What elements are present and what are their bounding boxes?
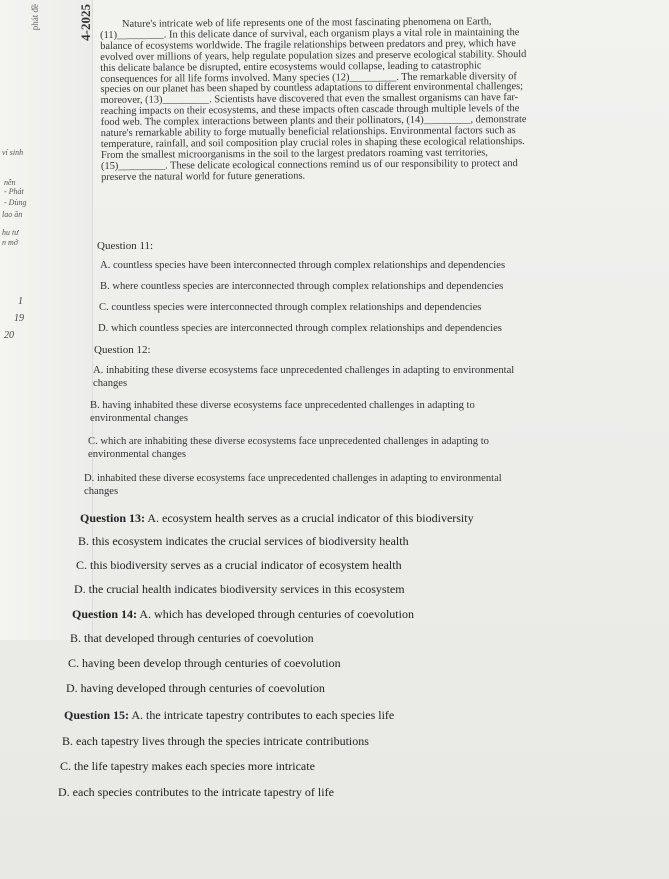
margin-number: 1: [18, 296, 23, 307]
passage-line: (15)_________. These delicate ecological connections remind us of our responsibility to protect and: [100, 157, 518, 172]
question-14-label: Question 14:: [72, 607, 138, 621]
passage-line: nature's remarkable ability to forge mutually beneficial relationships. Environmental factors such as: [100, 125, 516, 140]
q12-option-b-line1: B. having inhabited these diverse ecosystems face unprecedented challenges in adapting to: [90, 400, 475, 411]
q13-option-d[interactable]: D. the crucial health indicates biodiversity services in this ecosystem: [74, 582, 405, 596]
margin-note: n mở: [2, 238, 19, 247]
q12-option-a[interactable]: [93, 364, 603, 390]
q14-option-d[interactable]: D. having developed through centuries of coevolution: [66, 681, 325, 695]
passage-line: Nature's intricate web of life represents one of the most fascinating phenomena on Earth,: [121, 16, 492, 30]
margin-number: 19: [14, 313, 24, 324]
question-12-title: Question 12:: [94, 344, 151, 356]
q12-option-b[interactable]: [90, 399, 600, 425]
q14-option-b[interactable]: B. that developed through centuries of coevolution: [70, 631, 314, 645]
margin-note: - Phát: [4, 187, 24, 196]
passage-line: moreover, (13)_________. Scientists have discovered that even the smallest organisms can have far-: [100, 92, 519, 107]
reading-passage: [100, 17, 585, 184]
q12-option-c-line2: environmental changes: [88, 449, 186, 460]
q14-option-c[interactable]: C. having been develop through centuries of coevolution: [68, 656, 341, 670]
question-15-label: Question 15:: [64, 708, 130, 722]
passage-line: this delicate balance be disrupted, entire ecosystems would collapse, leading to catastrophic: [100, 59, 482, 74]
question-14: [72, 607, 414, 622]
question-13-label: Question 13:: [80, 511, 146, 525]
q12-option-c-line1: C. which are inhabiting these diverse ecosystems face unprecedented challenges in adapting to: [88, 436, 489, 447]
margin-number: 20: [4, 330, 14, 341]
q14-option-a[interactable]: A. which has developed through centuries of coevolution: [139, 607, 414, 621]
q12-option-b-line2: environmental changes: [90, 413, 188, 424]
q12-option-d-line2: changes: [84, 486, 119, 497]
q15-option-b[interactable]: B. each tapestry lives through the species intricate contributions: [62, 734, 369, 748]
q12-option-c[interactable]: [88, 435, 598, 461]
date-label: 4-2025: [78, 4, 93, 41]
q13-option-c[interactable]: C. this biodiversity serves as a crucial indicator of ecosystem health: [76, 558, 402, 572]
passage-line: consequences for all life forms involved. Many species (12)_________. The remarkable diversity of: [100, 70, 517, 85]
question-13: [80, 511, 474, 526]
q13-option-a[interactable]: A. ecosystem health serves as a crucial indicator of this biodiversity: [147, 511, 474, 525]
q15-option-d[interactable]: D. each species contributes to the intricate tapestry of life: [58, 785, 334, 799]
margin-note: ví sinh: [2, 148, 24, 157]
margin-note: - Dùng: [4, 198, 27, 207]
passage-line: food web. The complex interactions between plants and their pollinators, (14)_________, demonstrate: [100, 114, 527, 129]
q12-option-a-line1: A. inhabiting these diverse ecosystems face unprecedented challenges in adapting to environmental: [93, 365, 515, 376]
passage-line: balance of ecosystems worldwide. The fragile relationships between predators and prey, which have: [100, 37, 516, 52]
passage-line: reaching impacts on their ecosystems, and these impacts often cascade through multiple levels of the: [100, 103, 520, 118]
question-11-title: Question 11:: [97, 240, 154, 252]
q13-option-b[interactable]: B. this ecosystem indicates the crucial services of biodiversity health: [78, 534, 409, 548]
q11-option-b[interactable]: B. where countless species are interconnected through complex relationships and dependencies: [100, 281, 504, 292]
q12-option-d[interactable]: [84, 472, 594, 498]
passage-line: species on our planet has been shaped by countless adaptations to different environmental challenges;: [100, 81, 524, 96]
margin-note: nền: [4, 178, 16, 187]
q15-option-a[interactable]: A. the intricate tapestry contributes to each species life: [131, 708, 395, 722]
passage-line: evolved over millions of years, help regulate population sizes and preserve ecological stability. Should: [100, 48, 527, 63]
question-15: [64, 708, 394, 723]
q15-option-c[interactable]: C. the life tapestry makes each species more intricate: [60, 759, 315, 773]
margin-vertical-note: phát đề: [30, 4, 40, 31]
q11-option-c[interactable]: C. countless species were interconnected through complex relationships and dependencies: [99, 302, 482, 313]
passage-line: temperature, rainfall, and soil composition play crucial roles in shaping these ecological relationships.: [100, 136, 525, 150]
passage-line: From the smallest microorganisms in the soil to the largest predators roaming vast territories,: [100, 147, 488, 161]
q12-option-d-line1: D. inhabited these diverse ecosystems face unprecedented challenges in adapting to environmental: [84, 473, 502, 484]
q11-option-a[interactable]: A. countless species have been interconnected through complex relationships and dependencies: [100, 260, 506, 271]
passage-line: preserve the natural world for future generations.: [101, 170, 306, 183]
passage-line: (11)_________. In this delicate dance of survival, each organism plays a vital role in maintaining the: [100, 26, 520, 41]
margin-note: hu tư: [2, 228, 19, 237]
q11-option-d[interactable]: D. which countless species are interconnected through complex relationships and dependencies: [98, 323, 502, 334]
margin-note: lao ăn: [2, 210, 23, 219]
q12-option-a-line2: changes: [93, 378, 128, 389]
